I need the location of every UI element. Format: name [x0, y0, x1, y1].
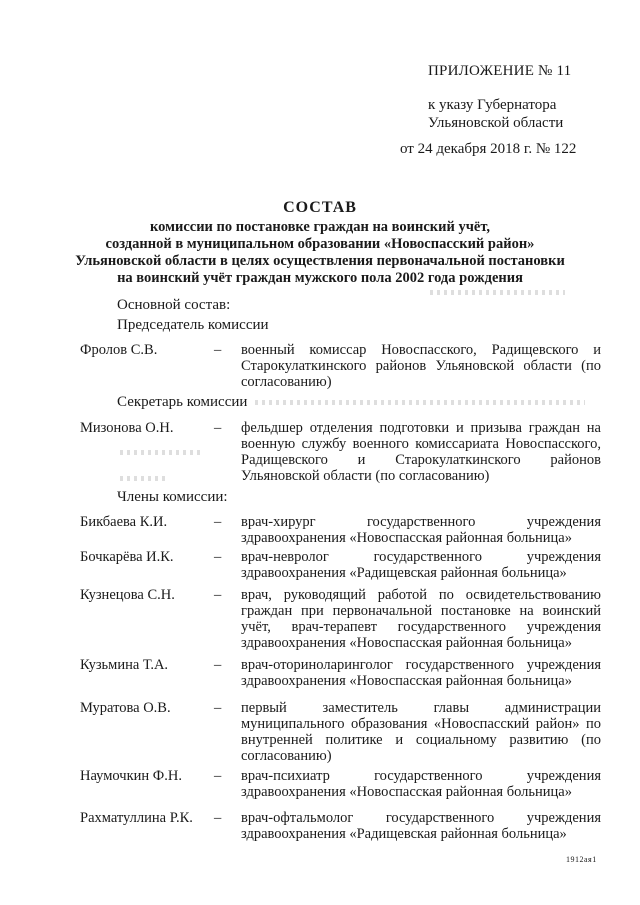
- section-secretary: Секретарь комиссии: [117, 394, 248, 410]
- person-position: первый заместитель главы администрации муниципального образования «Новоспасский район» по внутренней политике и социальному развитию (по согласованию): [241, 700, 601, 764]
- separator-dash: –: [214, 514, 222, 530]
- appendix-number: ПРИЛОЖЕНИЕ № 11: [428, 63, 572, 79]
- person-position: врач-хирург государственного учреждения здравоохранения «Новоспасская районная больница»: [241, 514, 601, 546]
- document-title: СОСТАВ: [283, 199, 357, 216]
- separator-dash: –: [214, 700, 222, 716]
- person-name: Наумочкин Ф.Н.: [80, 768, 182, 784]
- separator-dash: –: [214, 587, 222, 603]
- separator-dash: –: [214, 549, 222, 565]
- person-name: Кузьмина Т.А.: [80, 657, 169, 673]
- separator-dash: –: [214, 342, 222, 358]
- person-position: врач-психиатр государственного учреждения здравоохранения «Новоспасская районная больница»: [241, 768, 601, 800]
- decree-line-2: Ульяновской области: [428, 115, 564, 131]
- title-line-4: на воинский учёт граждан мужского пола 2002 года рождения: [117, 270, 523, 286]
- scan-artifact: [120, 476, 165, 481]
- person-position: врач-офтальмолог государственного учреждения здравоохранения «Радищевская районная больница»: [241, 810, 601, 842]
- decree-date: от 24 декабря 2018 г. № 122: [400, 141, 577, 157]
- title-line-1: комиссии по постановке граждан на воинский учёт,: [149, 219, 491, 235]
- document-code: 1912ая1: [566, 855, 597, 864]
- person-name: Фролов С.В.: [80, 342, 158, 358]
- person-position: военный комиссар Новоспасского, Радищевского и Старокулаткинского районов Ульяновской области (по согласованию): [241, 342, 601, 390]
- separator-dash: –: [214, 657, 222, 673]
- title-line-2: созданной в муниципальном образовании «Новоспасский район»: [105, 236, 535, 252]
- person-name: Муратова О.В.: [80, 700, 171, 716]
- scan-artifact: [255, 400, 585, 405]
- section-members: Члены комиссии:: [117, 489, 228, 505]
- person-name: Мизонова О.Н.: [80, 420, 174, 436]
- person-position: фельдшер отделения подготовки и призыва граждан на военную службу военного комиссариата Новоспасского, Радищевского и Старокулаткинского районов Ульяновской области (по согласованию): [241, 420, 601, 484]
- person-position: врач-оториноларинголог государственного учреждения здравоохранения «Новоспасская районная больница»: [241, 657, 601, 689]
- section-main-composition: Основной состав:: [117, 297, 231, 313]
- separator-dash: –: [214, 810, 222, 826]
- person-name: Бикбаева К.И.: [80, 514, 168, 530]
- separator-dash: –: [214, 420, 222, 436]
- scan-artifact: [430, 290, 565, 295]
- person-name: Рахматуллина Р.К.: [80, 810, 193, 826]
- person-name: Бочкарёва И.К.: [80, 549, 174, 565]
- separator-dash: –: [214, 768, 222, 784]
- scan-artifact: [120, 450, 200, 455]
- person-position: врач-невролог государственного учреждения здравоохранения «Радищевская районная больница»: [241, 549, 601, 581]
- person-position: врач, руководящий работой по освидетельствованию граждан при первоначальной постановке на воинский учёт, врач-терапевт государственного учреждения здравоохранения «Новоспасская районная больница»: [241, 587, 601, 651]
- decree-line-1: к указу Губернатора: [428, 97, 557, 113]
- title-line-3: Ульяновской области в целях осуществления первоначальной постановки: [75, 253, 565, 269]
- appendix-block: [400, 62, 577, 157]
- document-title-block: [0, 197, 640, 287]
- section-chairman: Председатель комиссии: [117, 317, 269, 333]
- person-name: Кузнецова С.Н.: [80, 587, 175, 603]
